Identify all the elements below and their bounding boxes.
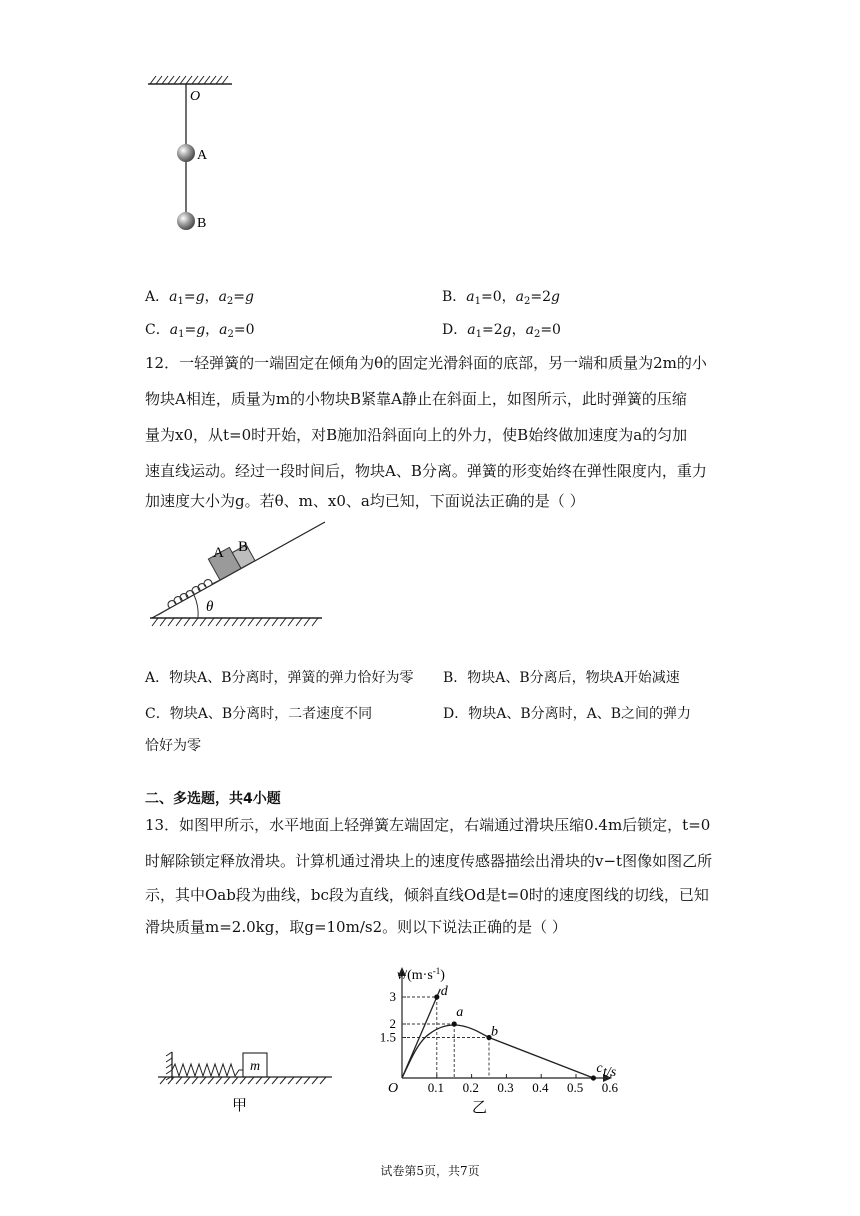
vt-chart-yi xyxy=(360,960,640,1120)
section-heading: 二、多选题，共4小题 xyxy=(145,791,281,807)
x-tick-label: 0.6 xyxy=(601,1080,619,1095)
ball-b-label: B xyxy=(197,216,207,231)
q11-option-c: C．$a_1=g$，$a_2=0$ xyxy=(145,322,255,340)
q12-line-4: 速直线运动。经过一段时间后，物块A、B分离。弹簧的形变始终在弹性限度内，重力 xyxy=(145,462,707,480)
incline-figure xyxy=(140,520,340,630)
q12-line-5: 加速度大小为g。若θ、m、x0、a均已知，下面说法正确的是（ ） xyxy=(145,492,585,510)
caption-yi: 乙 xyxy=(472,1100,488,1116)
y-tick-label: 2 xyxy=(389,1016,396,1031)
q12-line-1: 12．一轻弹簧的一端固定在倾角为θ的固定光滑斜面的底部，另一端和质量为2m的小 xyxy=(145,354,707,372)
q11-option-a: A．$a_1=g$，$a_2=g$ xyxy=(145,289,254,307)
series-Oab xyxy=(402,1025,489,1078)
point-label-b: b xyxy=(491,1024,498,1040)
q13-line-2: 时解除锁定释放滑块。计算机通过滑块上的速度传感器描绘出滑块的v−t图像如图乙所 xyxy=(145,852,713,870)
series-Od xyxy=(402,989,440,1078)
x-tick-label: 0.5 xyxy=(567,1080,584,1095)
y-tick-label: 1.5 xyxy=(379,1029,396,1045)
ball-a-label: A xyxy=(197,148,208,163)
angle-theta-label: θ xyxy=(206,599,214,615)
origin-label: O xyxy=(388,1081,399,1096)
y-axis-label: $v/(m\cdot s^{-1})$ xyxy=(397,966,445,983)
pendulum-figure xyxy=(140,70,250,240)
block-a-label: A xyxy=(213,545,224,561)
q13-line-1: 13．如图甲所示，水平地面上轻弹簧左端固定，右端通过滑块压缩0.4m后锁定，t=0 xyxy=(145,816,711,834)
q13-line-3: 示，其中Oab段为曲线，bc段为直线，倾斜直线Od是t=0时的速度图线的切线，已知 xyxy=(145,886,709,904)
x-axis-label: t/s xyxy=(603,1065,617,1080)
page-footer: 试卷第5页，共7页 xyxy=(380,1164,480,1178)
q13-line-4: 滑块质量m=2.0kg，取g=10m/s2。则以下说法正确的是（ ） xyxy=(145,918,567,936)
point-label-d: d xyxy=(440,984,448,999)
point-label-a: a xyxy=(456,1005,464,1020)
point-label-c: c xyxy=(596,1061,603,1076)
series-bc xyxy=(489,1038,593,1079)
y-tick-label: 3 xyxy=(389,989,396,1004)
ball-b xyxy=(177,212,195,230)
x-tick-label: 0.1 xyxy=(427,1080,445,1095)
q11-option-b: B．$a_1=0$，$a_2=2g$ xyxy=(442,289,561,307)
q12-option-c: C．物块A、B分离时，二者速度不同 xyxy=(145,706,373,722)
q12-option-d: D．物块A、B分离时，A、B之间的弹力 xyxy=(443,706,692,722)
caption-jia: 甲 xyxy=(232,1098,248,1114)
spring-figure-jia xyxy=(150,1040,340,1120)
point-c xyxy=(591,1075,596,1080)
q12-line-3: 量为x0，从t=0时开始，对B施加沿斜面向上的外力，使B始终做加速度为a的匀加 xyxy=(145,426,688,444)
x-tick-label: 0.2 xyxy=(462,1080,479,1095)
q12-option-b: B．物块A、B分离后，物块A开始减速 xyxy=(443,670,680,686)
q11-option-d: D．$a_1=2g$，$a_2=0$ xyxy=(442,322,561,340)
x-tick-label: 0.4 xyxy=(532,1080,549,1095)
q12-line-2: 物块A相连，质量为m的小物块B紧靠A静止在斜面上，如图所示，此时弹簧的压缩 xyxy=(145,390,687,408)
point-d xyxy=(434,994,439,999)
point-a xyxy=(452,1021,457,1026)
q12-option-a: A．物块A、B分离时，弹簧的弹力恰好为零 xyxy=(145,670,414,686)
block-m-label: m xyxy=(250,1059,261,1074)
q12-option-d-cont: 恰好为零 xyxy=(145,738,201,754)
x-tick-label: 0.3 xyxy=(497,1080,514,1095)
block-b-label: B xyxy=(238,539,249,555)
point-o-label: O xyxy=(190,89,201,104)
ball-a xyxy=(177,144,195,162)
